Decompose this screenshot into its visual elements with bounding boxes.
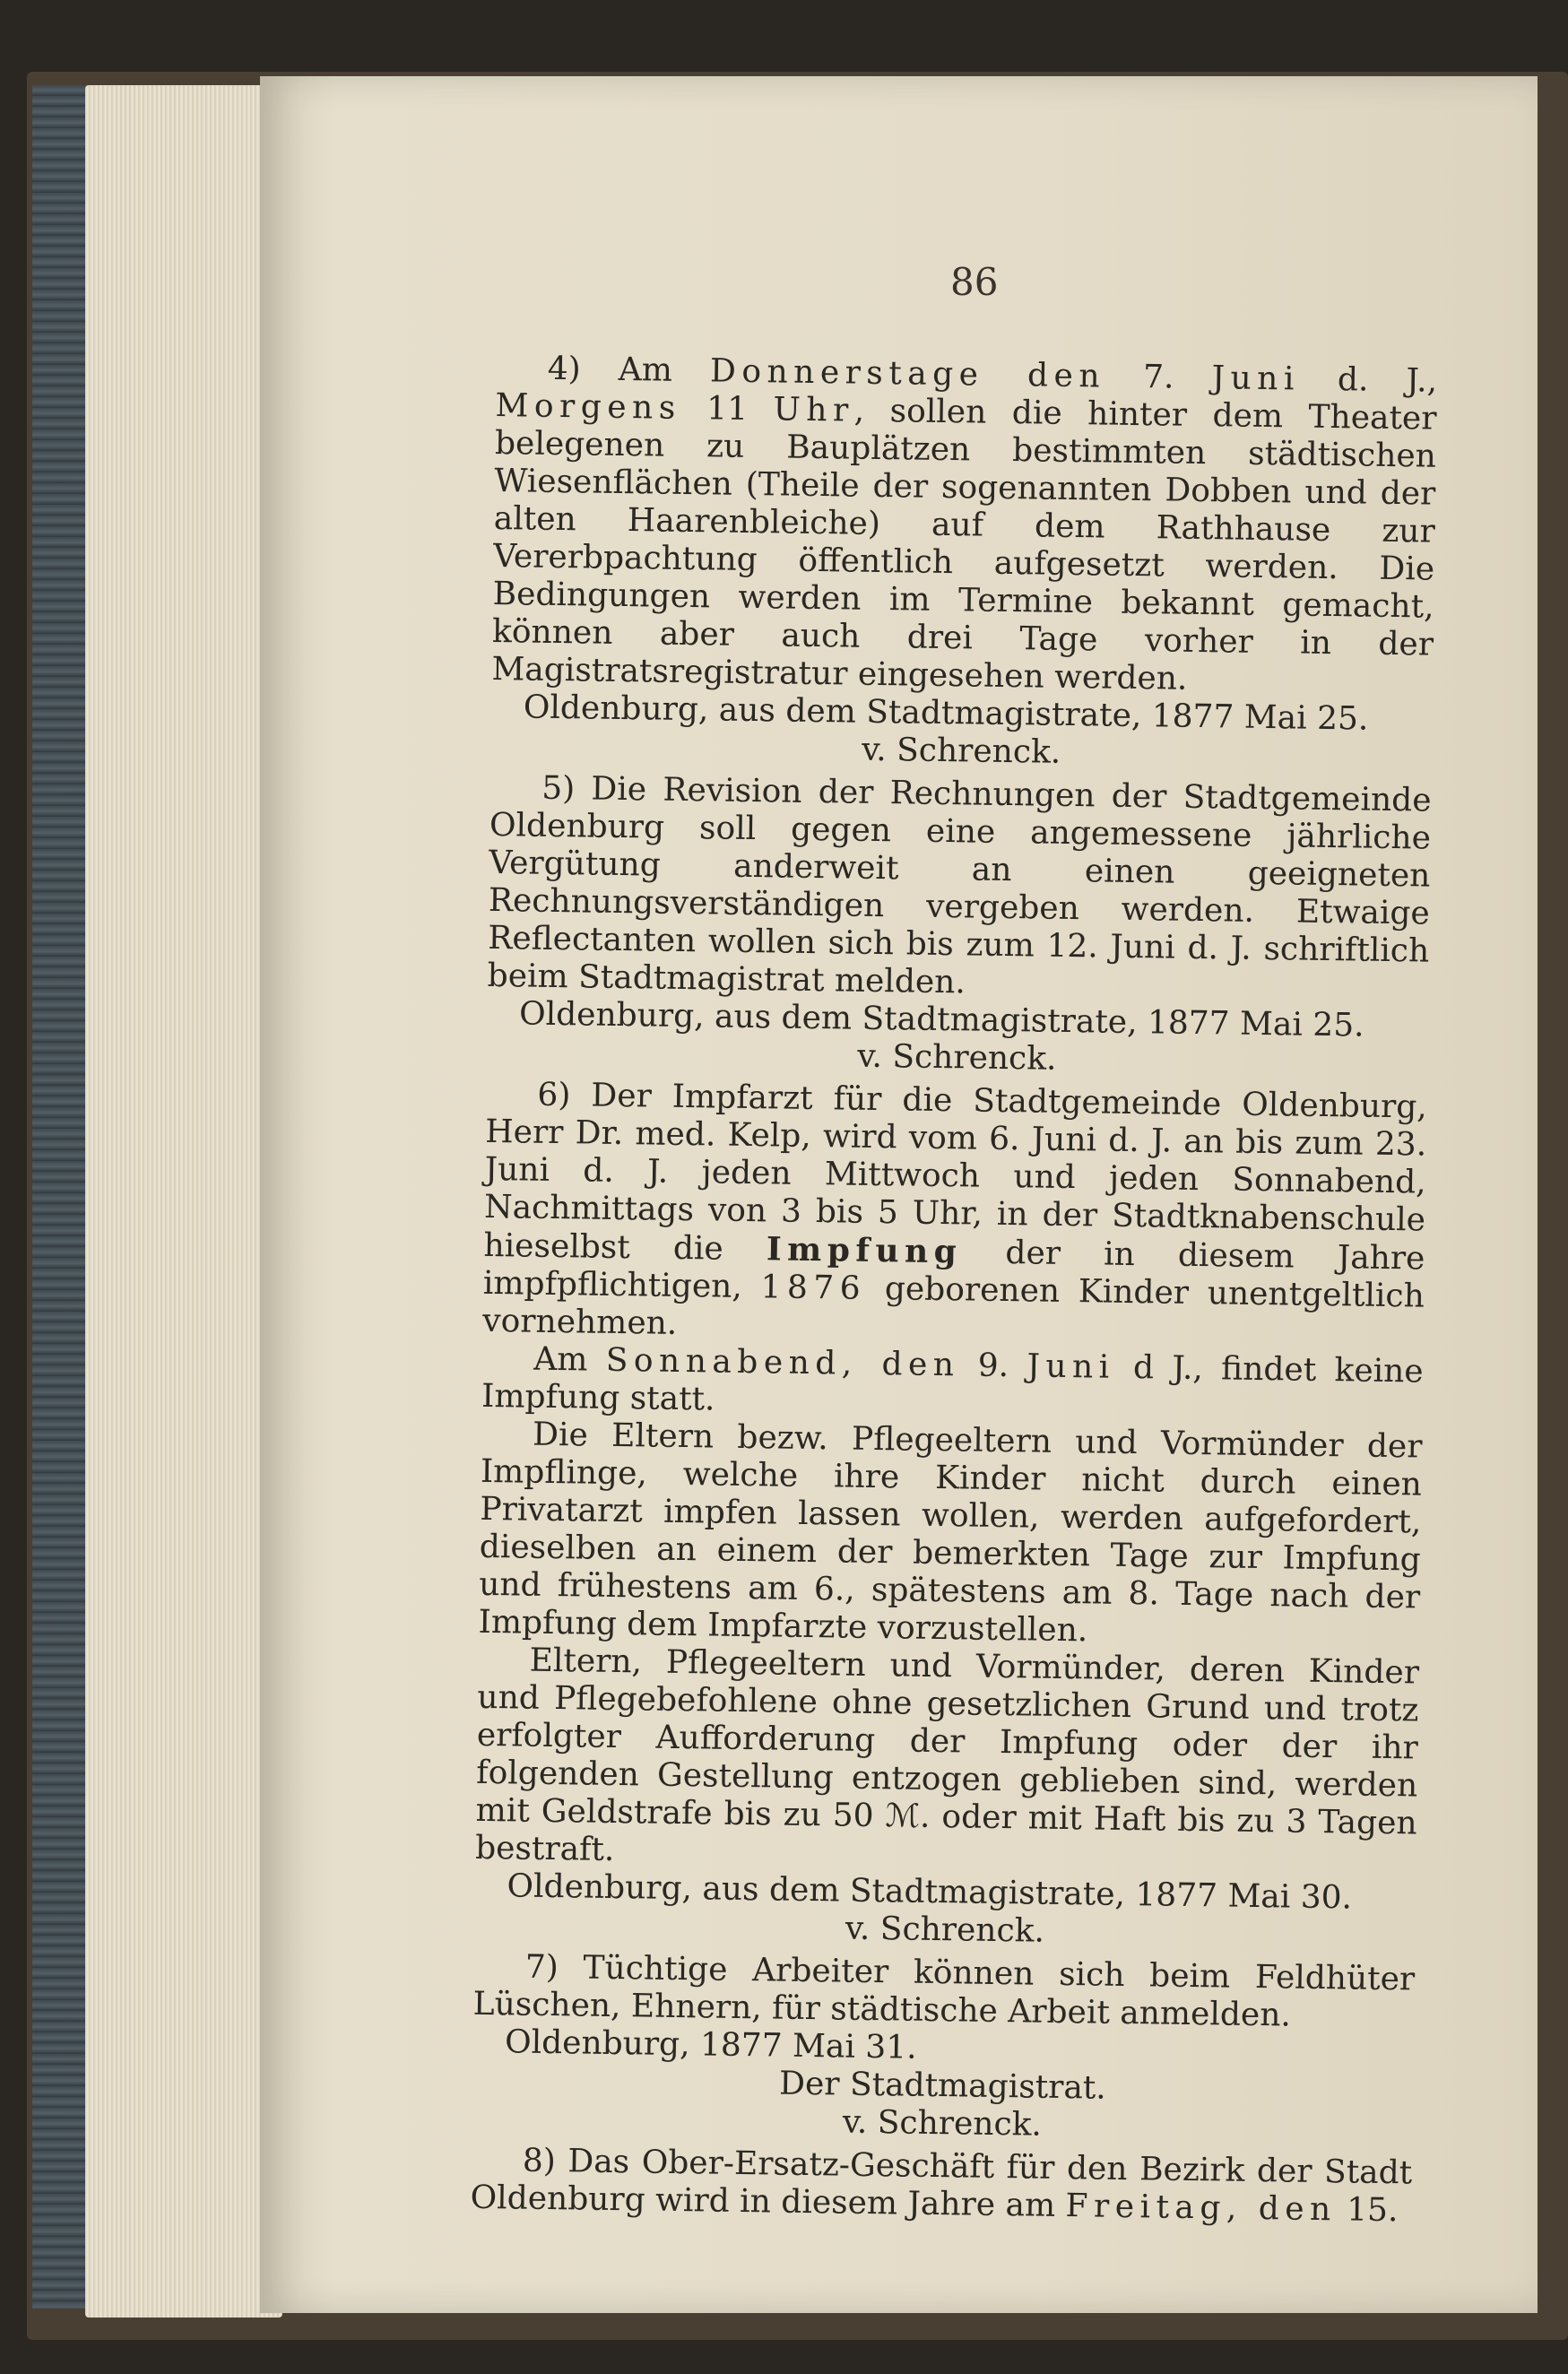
notice-8-text: 15. bbox=[1336, 2191, 1399, 2230]
notice-7-date: Oldenburg, 1877 Mai 31. bbox=[504, 2023, 917, 2066]
notice-6-text: geborenen Kinder unentgeltlich vornehmen. bbox=[482, 1269, 1425, 1342]
notice-8-weekday: Freitag, den bbox=[1065, 2188, 1338, 2229]
notice-7-body: 7) Tüchtige Arbeiter können sich beim Feldhüter Lüschen, Ehnern, für städtische Arbeit anmelden. bbox=[472, 1948, 1416, 2034]
notice-4-text: 7. bbox=[1105, 358, 1212, 397]
notice-6-text: d J., findet keine Impfung statt. bbox=[481, 1348, 1424, 1418]
notice-6-date: Oldenburg, aus dem Stadtmagistrate, 1877 Mai 30. bbox=[507, 1867, 1353, 1917]
notice-4-hour: Uhr bbox=[773, 391, 854, 429]
notice-5-signature: v. Schrenck. bbox=[857, 1037, 1057, 1078]
notice-8-text: 8) Das Ober-Ersatz-Geschäft für den Bezirk der Stadt Oldenburg wird in diesem Jahre am bbox=[470, 2142, 1413, 2225]
notice-7-signature: v. Schrenck. bbox=[842, 2103, 1043, 2144]
notice-6-parents: Die Eltern bezw. Pflegeeltern und Vormünder der Impflinge, welche ihre Kinder nicht durch einen Privatarzt impfen lassen wollen, werden aufgefordert, dieselben an einem der bemerkten Tage zur Impfung und frühestens am 6., spätestens am 8. Tage nach der Impfung dem Impfarzte vorzustellen. bbox=[478, 1416, 1423, 1650]
notice-6-text: Am bbox=[533, 1340, 607, 1379]
notice-4-weekday: Donnerstage den bbox=[709, 352, 1106, 395]
notice-4-month: Juni bbox=[1211, 360, 1301, 398]
page-content bbox=[470, 251, 1439, 2230]
notice-4-signature: v. Schrenck. bbox=[861, 731, 1061, 771]
page-edges bbox=[85, 85, 282, 2318]
notice-6-weekday: Sonnabend, den bbox=[605, 1341, 960, 1384]
notice-4-text: 4) Am bbox=[547, 350, 711, 390]
notice-6-emphasis: Impfung bbox=[766, 1230, 963, 1271]
notice-6-text: 6) Der Impfarzt für die Stadtgemeinde Oldenburg, Herr Dr. med. Kelp, wird vom 6. Juni d. J. an bis zum 23. Juni d. J. jeden Mittwoch und jeden Sonnabend, Nachmittags von 3 bis 5 Uhr, in der Stadtknabenschule hieselbst die bbox=[483, 1076, 1428, 1269]
notice-7-office: Der Stadtmagistrat. bbox=[778, 2065, 1107, 2107]
notice-6-month: Juni bbox=[1027, 1347, 1116, 1386]
notice-6-body bbox=[482, 1076, 1427, 1354]
notice-5-body: 5) Die Revision der Rechnungen der Stadtgemeinde Oldenburg soll gegen eine angemessene jährliche Vergütung anderweit an einen geeigneten Rechnungsverständigen vergeben werden. Etwaige Reflectanten wollen sich bis zum 12. Juni d. J. schriftlich beim Stadtmagistrat melden. bbox=[487, 769, 1432, 1001]
notice-6-year: 1876 bbox=[760, 1269, 867, 1307]
notice-8-body bbox=[470, 2142, 1412, 2231]
notice-6-penalty: Eltern, Pflegeeltern und Vormünder, deren Kinder und Pflegebefohlene ohne gesetzlichen Grund und trotz erfolgter Aufforderung der Impfung oder der ihr folgenden Gestellung entzogen geblieben sind, werden mit Geldstrafe bis zu 50 ℳ. oder mit Haft bis zu 3 Tagen bestraft. bbox=[474, 1642, 1420, 1868]
notice-5-date: Oldenburg, aus dem Stadtmagistrate, 1877 Mai 25. bbox=[518, 995, 1364, 1044]
notice-4-body bbox=[491, 350, 1437, 702]
notice-4-text: , sollen die hinter dem Theater belegenen zu Bauplätzen bestimmten städtischen Wiesenflächen (Theile der sogenannten Dobben und der alten Haarenbleiche) auf dem Rathhause zur Vererbpachtung öffentlich aufgesetzt werden. Die Bedingungen werden im Termine bekannt gemacht, können aber auch drei Tage vorher in der Magistratsregistratur eingesehen werden. bbox=[491, 392, 1437, 697]
notice-4-morning: Morgens bbox=[495, 386, 681, 427]
notice-4-text: d. J., bbox=[1299, 360, 1438, 400]
notice-6-saturday bbox=[481, 1340, 1424, 1429]
page-number: 86 bbox=[950, 260, 999, 304]
notice-4-text: 11 bbox=[680, 389, 774, 429]
notice-6-signature: v. Schrenck. bbox=[845, 1910, 1045, 1950]
notice-4-date: Oldenburg, aus dem Stadtmagistrate, 1877 Mai 25. bbox=[523, 689, 1369, 738]
notice-6-text: der in diesem Jahre impfpflichtigen, bbox=[482, 1234, 1425, 1306]
notice-6-text: 9. bbox=[959, 1347, 1027, 1385]
